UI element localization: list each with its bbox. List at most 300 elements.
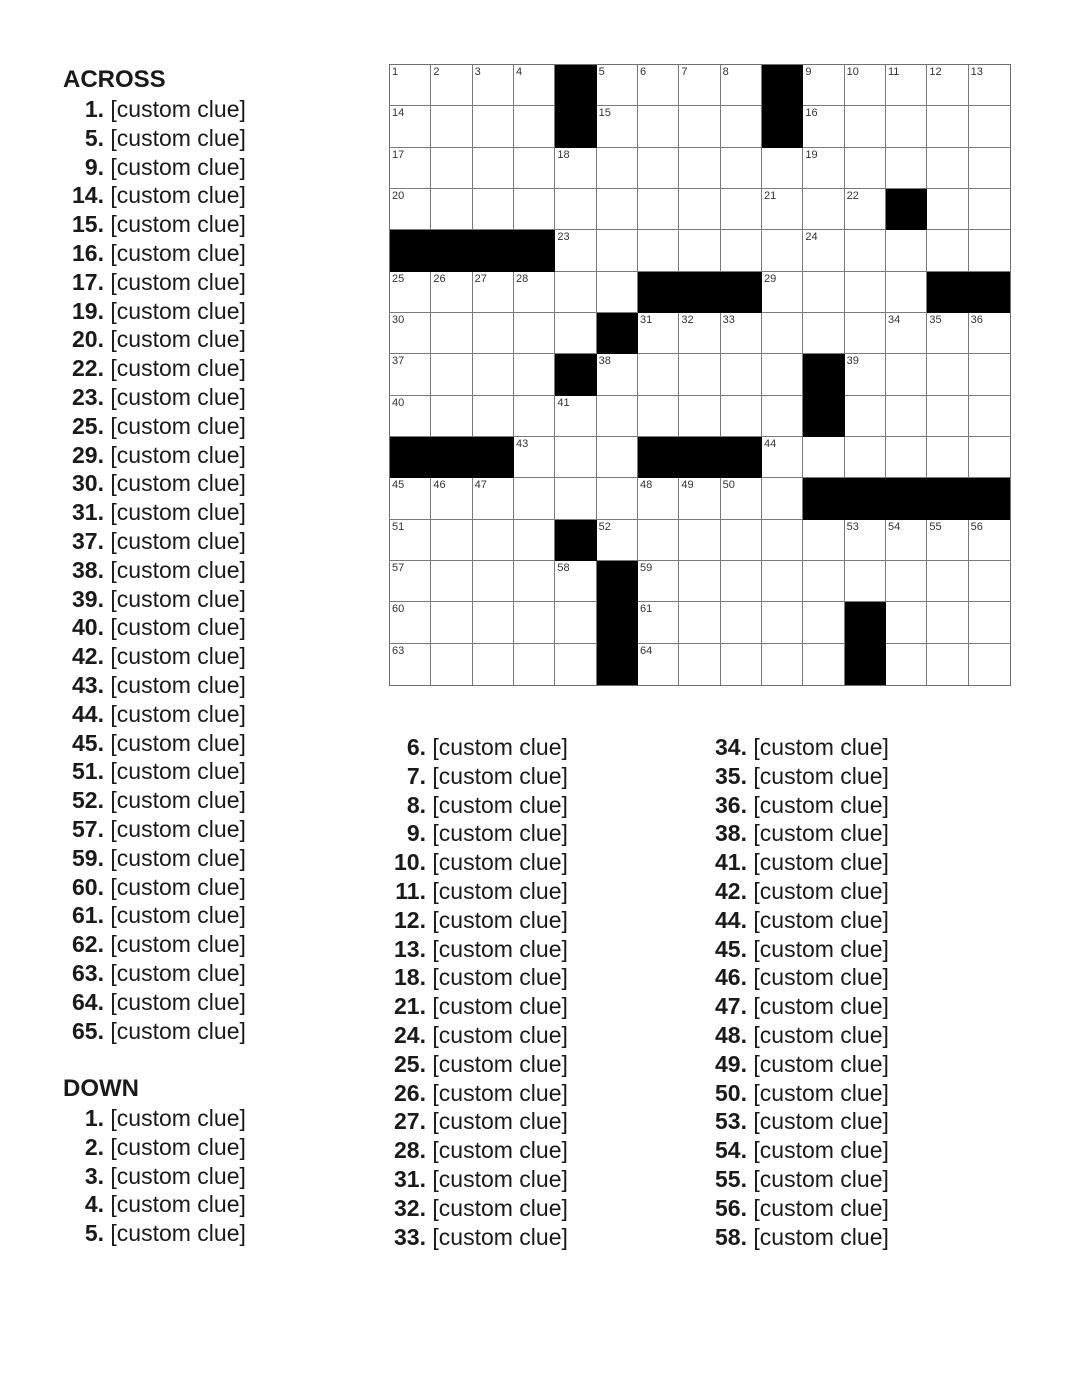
grid-cell[interactable] [390, 65, 431, 106]
grid-cell[interactable] [886, 313, 927, 354]
grid-cell[interactable] [721, 65, 762, 106]
grid-cell[interactable] [721, 396, 762, 437]
grid-cell[interactable] [927, 437, 968, 478]
grid-cell[interactable] [555, 478, 596, 519]
clue-number: 11. [395, 877, 426, 904]
grid-cell[interactable] [927, 106, 968, 147]
down-clue [706, 1223, 889, 1252]
grid-cell[interactable] [431, 313, 472, 354]
grid-cell[interactable] [927, 396, 968, 437]
clue-number: 56. [715, 1194, 747, 1221]
across-heading: ACROSS [63, 66, 166, 93]
grid-cell-black [597, 644, 638, 685]
grid-cell[interactable] [803, 644, 844, 685]
across-clue [63, 412, 246, 441]
grid-cell[interactable] [679, 478, 720, 519]
cell-number: 10 [846, 66, 859, 78]
grid-cell[interactable] [721, 106, 762, 147]
clue-text: [custom clue] [747, 849, 889, 876]
grid-cell[interactable] [638, 602, 679, 643]
grid-cell[interactable] [845, 437, 886, 478]
clue-number: 47. [715, 993, 747, 1020]
grid-cell[interactable] [927, 354, 968, 395]
grid-cell[interactable] [555, 561, 596, 602]
cell-number: 54 [888, 520, 901, 533]
down-clue [385, 1079, 568, 1108]
grid-cell[interactable] [886, 106, 927, 147]
grid-cell[interactable] [514, 148, 555, 189]
grid-cell[interactable] [845, 189, 886, 230]
grid-cell[interactable] [638, 230, 679, 271]
across-clue-list [63, 95, 246, 1045]
clue-number: 31. [394, 1165, 426, 1192]
grid-cell[interactable] [886, 65, 927, 106]
cell-number: 21 [764, 190, 777, 202]
cell-number: 45 [392, 479, 405, 492]
grid-cell[interactable] [431, 602, 472, 643]
down-clue [63, 1190, 246, 1219]
cell-number: 23 [557, 231, 570, 244]
grid-cell[interactable] [969, 396, 1010, 437]
grid-cell[interactable] [927, 561, 968, 602]
grid-cell[interactable] [845, 230, 886, 271]
grid-cell[interactable] [969, 354, 1010, 395]
cell-number: 9 [805, 66, 812, 78]
grid-cell[interactable] [514, 106, 555, 147]
cell-number: 33 [722, 314, 735, 326]
clue-number: 1. [84, 96, 104, 122]
clue-text: [custom clue] [104, 268, 246, 295]
grid-cell[interactable] [555, 396, 596, 437]
clue-number: 33. [394, 1223, 426, 1250]
grid-cell[interactable] [597, 65, 638, 106]
grid-cell[interactable] [845, 272, 886, 313]
cell-number: 20 [392, 190, 405, 202]
grid-cell[interactable] [514, 602, 555, 643]
grid-cell[interactable] [597, 354, 638, 395]
grid-cell[interactable] [803, 313, 844, 354]
grid-cell[interactable] [721, 602, 762, 643]
cell-number: 57 [392, 562, 405, 574]
grid-cell[interactable] [969, 106, 1010, 147]
grid-cell[interactable] [597, 148, 638, 189]
grid-cell[interactable] [473, 561, 514, 602]
grid-cell[interactable] [431, 354, 472, 395]
cell-number: 2 [433, 66, 440, 78]
grid-cell[interactable] [390, 354, 431, 395]
down-clue [706, 819, 889, 848]
clue-text: [custom clue] [104, 1220, 246, 1247]
grid-cell[interactable] [969, 148, 1010, 189]
grid-cell[interactable] [845, 106, 886, 147]
cell-number: 6 [640, 66, 647, 78]
clue-number: 45. [72, 729, 104, 756]
grid-cell[interactable] [638, 148, 679, 189]
cell-number: 11 [888, 66, 900, 78]
grid-cell[interactable] [762, 520, 803, 561]
grid-cell-black [597, 313, 638, 354]
down-heading: DOWN [63, 1075, 139, 1102]
grid-cell[interactable] [597, 230, 638, 271]
grid-cell[interactable] [679, 65, 720, 106]
across-clue [63, 181, 246, 210]
grid-cell[interactable] [845, 354, 886, 395]
grid-cell[interactable] [886, 561, 927, 602]
grid-cell[interactable] [803, 230, 844, 271]
grid-cell[interactable] [473, 189, 514, 230]
down-clue [385, 963, 568, 992]
grid-cell[interactable] [431, 148, 472, 189]
across-clue [63, 210, 246, 239]
grid-cell[interactable] [597, 478, 638, 519]
clue-text: [custom clue] [747, 993, 889, 1020]
grid-cell[interactable] [597, 189, 638, 230]
clue-text: [custom clue] [104, 527, 246, 554]
grid-cell[interactable] [721, 354, 762, 395]
clue-number: 5. [84, 124, 104, 151]
grid-cell[interactable] [514, 644, 555, 685]
clue-text: [custom clue] [747, 935, 889, 962]
cell-number: 26 [433, 272, 446, 285]
clue-number: 42. [72, 643, 104, 670]
cell-number: 34 [888, 314, 901, 326]
grid-cell[interactable] [390, 106, 431, 147]
grid-cell[interactable] [473, 602, 514, 643]
grid-cell[interactable] [473, 520, 514, 561]
clue-number: 32. [394, 1194, 426, 1221]
grid-cell[interactable] [555, 602, 596, 643]
grid-cell[interactable] [638, 520, 679, 561]
grid-cell[interactable] [762, 189, 803, 230]
grid-cell[interactable] [638, 396, 679, 437]
grid-cell[interactable] [555, 230, 596, 271]
grid-cell[interactable] [886, 520, 927, 561]
grid-cell[interactable] [969, 230, 1010, 271]
grid-cell[interactable] [886, 272, 927, 313]
grid-cell[interactable] [597, 437, 638, 478]
grid-cell[interactable] [762, 644, 803, 685]
grid-cell[interactable] [390, 644, 431, 685]
grid-cell[interactable] [803, 561, 844, 602]
down-clue [385, 1136, 568, 1165]
grid-cell[interactable] [555, 313, 596, 354]
grid-cell[interactable] [845, 148, 886, 189]
grid-cell[interactable] [555, 189, 596, 230]
grid-cell[interactable] [803, 65, 844, 106]
grid-cell[interactable] [803, 106, 844, 147]
grid-cell[interactable] [927, 644, 968, 685]
clue-number: 4. [84, 1191, 104, 1218]
grid-cell[interactable] [390, 561, 431, 602]
grid-cell[interactable] [886, 602, 927, 643]
grid-cell[interactable] [473, 313, 514, 354]
down-clue [706, 791, 889, 820]
grid-cell[interactable] [721, 478, 762, 519]
grid-cell[interactable] [762, 272, 803, 313]
grid-cell[interactable] [803, 520, 844, 561]
grid-cell[interactable] [390, 602, 431, 643]
clue-number: 58. [715, 1223, 747, 1250]
grid-cell[interactable] [762, 148, 803, 189]
down-clue [63, 1133, 246, 1162]
grid-cell[interactable] [886, 644, 927, 685]
grid-cell[interactable] [762, 437, 803, 478]
grid-cell-black [473, 437, 514, 478]
grid-cell[interactable] [390, 520, 431, 561]
down-clue-list-col2 [385, 733, 568, 1251]
across-clue [63, 527, 246, 556]
clue-text: [custom clue] [747, 1194, 889, 1221]
grid-cell[interactable] [431, 106, 472, 147]
grid-cell[interactable] [555, 644, 596, 685]
cell-number: 53 [846, 520, 859, 533]
cell-number: 60 [392, 603, 405, 616]
grid-cell[interactable] [473, 106, 514, 147]
down-clue [385, 1050, 568, 1079]
grid-cell[interactable] [597, 272, 638, 313]
grid-cell[interactable] [803, 602, 844, 643]
grid-cell[interactable] [638, 189, 679, 230]
down-clue [385, 791, 568, 820]
grid-cell[interactable] [514, 437, 555, 478]
cell-number: 38 [598, 355, 611, 368]
grid-cell[interactable] [473, 65, 514, 106]
clue-text: [custom clue] [426, 1165, 568, 1192]
grid-cell[interactable] [514, 478, 555, 519]
grid-cell[interactable] [927, 189, 968, 230]
grid-cell[interactable] [721, 644, 762, 685]
clue-text: [custom clue] [426, 935, 568, 962]
grid-cell[interactable] [555, 148, 596, 189]
cell-number: 58 [557, 562, 570, 574]
grid-cell[interactable] [679, 189, 720, 230]
grid-cell[interactable] [679, 313, 720, 354]
clue-text: [custom clue] [104, 643, 246, 670]
grid-cell[interactable] [390, 148, 431, 189]
grid-cell[interactable] [473, 272, 514, 313]
down-clue [706, 762, 889, 791]
grid-cell[interactable] [845, 520, 886, 561]
down-clue [385, 992, 568, 1021]
grid-cell[interactable] [597, 520, 638, 561]
clue-number: 51. [72, 758, 104, 785]
across-clue [63, 873, 246, 902]
grid-cell[interactable] [679, 520, 720, 561]
grid-cell[interactable] [721, 561, 762, 602]
grid-cell[interactable] [845, 65, 886, 106]
cell-number: 25 [392, 272, 405, 285]
grid-cell-black [927, 478, 968, 519]
grid-cell[interactable] [679, 602, 720, 643]
grid-cell[interactable] [431, 189, 472, 230]
cell-number: 48 [640, 479, 653, 492]
grid-cell[interactable] [638, 65, 679, 106]
clue-number: 36. [715, 791, 747, 818]
grid-cell[interactable] [638, 478, 679, 519]
grid-cell[interactable] [679, 230, 720, 271]
grid-cell[interactable] [390, 478, 431, 519]
grid-cell[interactable] [514, 354, 555, 395]
grid-cell[interactable] [514, 189, 555, 230]
grid-cell[interactable] [886, 148, 927, 189]
grid-cell-black [555, 65, 596, 106]
grid-cell[interactable] [679, 354, 720, 395]
grid-cell[interactable] [514, 520, 555, 561]
grid-cell[interactable] [638, 313, 679, 354]
grid-cell[interactable] [886, 396, 927, 437]
grid-cell[interactable] [431, 644, 472, 685]
clue-number: 41. [715, 849, 747, 876]
clue-number: 1. [84, 1105, 104, 1131]
grid-cell-black [886, 189, 927, 230]
grid-cell[interactable] [762, 561, 803, 602]
grid-cell[interactable] [886, 437, 927, 478]
clue-text: [custom clue] [747, 1108, 889, 1135]
cell-number: 12 [929, 66, 942, 78]
grid-cell[interactable] [762, 602, 803, 643]
grid-cell[interactable] [969, 437, 1010, 478]
grid-cell[interactable] [473, 354, 514, 395]
grid-cell[interactable] [845, 313, 886, 354]
grid-cell[interactable] [597, 106, 638, 147]
grid-cell[interactable] [514, 272, 555, 313]
grid-cell[interactable] [969, 602, 1010, 643]
grid-cell[interactable] [845, 396, 886, 437]
clue-text: [custom clue] [426, 964, 568, 991]
grid-cell[interactable] [803, 272, 844, 313]
grid-cell[interactable] [473, 148, 514, 189]
grid-cell[interactable] [969, 189, 1010, 230]
grid-cell[interactable] [969, 644, 1010, 685]
grid-cell[interactable] [638, 354, 679, 395]
grid-cell[interactable] [679, 396, 720, 437]
grid-cell[interactable] [597, 396, 638, 437]
clue-number: 65. [72, 1017, 104, 1044]
grid-cell[interactable] [390, 272, 431, 313]
grid-cell[interactable] [431, 520, 472, 561]
grid-cell[interactable] [845, 561, 886, 602]
grid-cell[interactable] [555, 437, 596, 478]
grid-cell[interactable] [927, 65, 968, 106]
clue-number: 18. [394, 964, 426, 991]
down-clue [706, 733, 889, 762]
clue-text: [custom clue] [104, 585, 246, 612]
grid-cell[interactable] [473, 644, 514, 685]
grid-cell[interactable] [679, 106, 720, 147]
clue-number: 60. [72, 873, 104, 900]
grid-cell[interactable] [638, 644, 679, 685]
grid-cell[interactable] [886, 354, 927, 395]
grid-cell[interactable] [390, 189, 431, 230]
grid-cell[interactable] [803, 437, 844, 478]
grid-cell[interactable] [927, 148, 968, 189]
grid-cell[interactable] [969, 520, 1010, 561]
cell-number: 55 [929, 520, 942, 533]
grid-cell[interactable] [762, 396, 803, 437]
grid-cell[interactable] [679, 561, 720, 602]
grid-cell[interactable] [431, 478, 472, 519]
grid-cell[interactable] [638, 561, 679, 602]
clue-number: 21. [394, 993, 426, 1020]
grid-cell[interactable] [431, 272, 472, 313]
grid-cell[interactable] [969, 561, 1010, 602]
grid-cell[interactable] [927, 230, 968, 271]
down-clue-list-col1 [63, 1104, 246, 1248]
grid-cell[interactable] [762, 230, 803, 271]
grid-cell[interactable] [431, 396, 472, 437]
across-clue [63, 153, 246, 182]
grid-cell[interactable] [431, 561, 472, 602]
grid-cell[interactable] [721, 520, 762, 561]
down-clue [63, 1219, 246, 1248]
down-clue [706, 1021, 889, 1050]
grid-cell[interactable] [555, 272, 596, 313]
clue-text: [custom clue] [104, 959, 246, 986]
clue-number: 19. [72, 297, 104, 324]
across-clue [63, 498, 246, 527]
clue-text: [custom clue] [104, 700, 246, 727]
cell-number: 56 [970, 520, 983, 533]
clue-text: [custom clue] [426, 762, 568, 789]
grid-cell-black [638, 437, 679, 478]
clue-text: [custom clue] [104, 758, 246, 785]
down-clue [706, 935, 889, 964]
grid-cell[interactable] [721, 230, 762, 271]
grid-cell[interactable] [514, 396, 555, 437]
grid-cell[interactable] [679, 644, 720, 685]
cell-number: 40 [392, 396, 405, 409]
grid-cell[interactable] [721, 313, 762, 354]
clue-text: [custom clue] [104, 815, 246, 842]
grid-cell[interactable] [390, 396, 431, 437]
clue-text: [custom clue] [747, 1079, 889, 1106]
across-clue [63, 124, 246, 153]
grid-cell[interactable] [721, 148, 762, 189]
grid-cell[interactable] [473, 396, 514, 437]
grid-cell[interactable] [927, 602, 968, 643]
grid-cell[interactable] [803, 148, 844, 189]
grid-cell[interactable] [927, 520, 968, 561]
grid-cell[interactable] [473, 478, 514, 519]
grid-cell[interactable] [762, 478, 803, 519]
grid-cell-black [762, 106, 803, 147]
clue-text: [custom clue] [104, 182, 246, 209]
grid-cell[interactable] [514, 313, 555, 354]
grid-cell[interactable] [679, 148, 720, 189]
grid-cell[interactable] [390, 313, 431, 354]
grid-cell[interactable] [514, 65, 555, 106]
across-clue [63, 585, 246, 614]
grid-cell[interactable] [431, 65, 472, 106]
grid-cell[interactable] [803, 189, 844, 230]
grid-cell[interactable] [969, 65, 1010, 106]
cell-number: 16 [805, 107, 818, 120]
grid-cell[interactable] [762, 313, 803, 354]
clue-text: [custom clue] [104, 326, 246, 353]
clue-text: [custom clue] [426, 1079, 568, 1106]
grid-cell[interactable] [886, 230, 927, 271]
grid-cell[interactable] [514, 561, 555, 602]
grid-cell[interactable] [969, 313, 1010, 354]
grid-cell[interactable] [638, 106, 679, 147]
grid-cell[interactable] [721, 189, 762, 230]
clue-number: 35. [715, 762, 747, 789]
grid-cell[interactable] [762, 354, 803, 395]
grid-cell-black [803, 478, 844, 519]
down-clue [706, 877, 889, 906]
grid-cell-black [679, 272, 720, 313]
grid-cell[interactable] [927, 313, 968, 354]
